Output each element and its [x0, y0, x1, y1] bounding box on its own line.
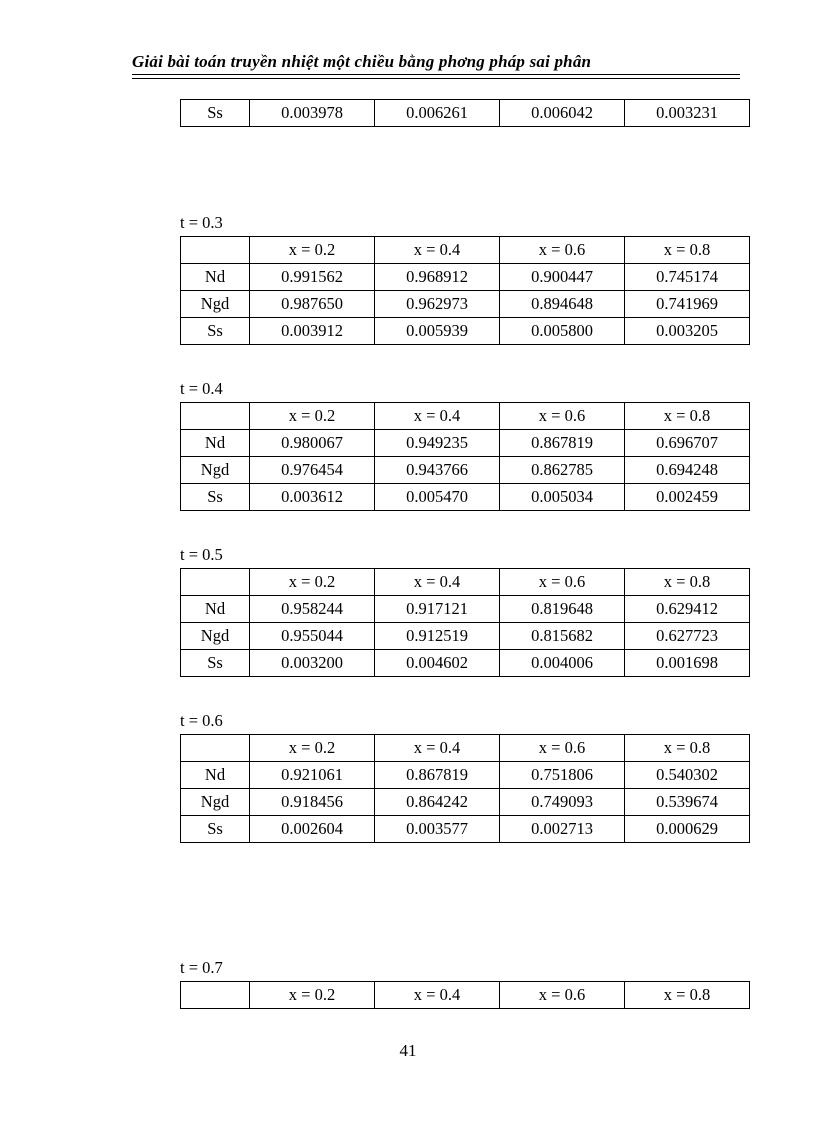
- header-cell: x = 0.8: [625, 982, 750, 1009]
- table-row: [181, 100, 750, 127]
- cell: 0.003978: [250, 100, 375, 127]
- row-label: Ss: [181, 318, 250, 345]
- table-row: [181, 484, 750, 511]
- row-label: Ss: [181, 100, 250, 127]
- header-cell: x = 0.6: [500, 403, 625, 430]
- table-caption-t03: t = 0.3: [180, 213, 223, 232]
- header-cell: x = 0.2: [250, 569, 375, 596]
- table-t05: [180, 568, 750, 677]
- table-continued-top: [180, 99, 750, 127]
- cell: 0.002713: [500, 816, 625, 843]
- header-cell: x = 0.8: [625, 569, 750, 596]
- row-label: Nd: [181, 430, 250, 457]
- cell: 0.002459: [625, 484, 750, 511]
- table-row: [181, 430, 750, 457]
- cell: 0.696707: [625, 430, 750, 457]
- cell: 0.002604: [250, 816, 375, 843]
- cell: 0.540302: [625, 762, 750, 789]
- header-cell: x = 0.2: [250, 403, 375, 430]
- table-header-row: [181, 403, 750, 430]
- page-number: 41: [399, 1041, 417, 1060]
- row-label: Ss: [181, 816, 250, 843]
- running-header: Giải bài toán truyền nhiệt một chiều bằng phơng pháp sai phân: [132, 52, 592, 71]
- cell: 0.003612: [250, 484, 375, 511]
- cell: 0.921061: [250, 762, 375, 789]
- header-cell: x = 0.4: [375, 569, 500, 596]
- cell: 0.005470: [375, 484, 500, 511]
- cell: 0.900447: [500, 264, 625, 291]
- table-row: [181, 264, 750, 291]
- table-row: [181, 596, 750, 623]
- header-cell: x = 0.2: [250, 982, 375, 1009]
- cell: 0.955044: [250, 623, 375, 650]
- table-row: [181, 762, 750, 789]
- cell: 0.862785: [500, 457, 625, 484]
- cell: 0.867819: [375, 762, 500, 789]
- cell: 0.745174: [625, 264, 750, 291]
- row-label: Ngd: [181, 623, 250, 650]
- header-cell: x = 0.4: [375, 237, 500, 264]
- cell: 0.006261: [375, 100, 500, 127]
- table-row: [181, 816, 750, 843]
- cell: 0.962973: [375, 291, 500, 318]
- table-header-row: [181, 569, 750, 596]
- cell: 0.001698: [625, 650, 750, 677]
- table-t07: [180, 981, 750, 1009]
- table-header-row: [181, 237, 750, 264]
- table-row: [181, 291, 750, 318]
- cell: 0.749093: [500, 789, 625, 816]
- row-label: Nd: [181, 264, 250, 291]
- table-row: [181, 650, 750, 677]
- cell: 0.917121: [375, 596, 500, 623]
- cell: 0.000629: [625, 816, 750, 843]
- cell: 0.894648: [500, 291, 625, 318]
- cell: 0.943766: [375, 457, 500, 484]
- table-t06: [180, 734, 750, 843]
- row-label: Nd: [181, 596, 250, 623]
- header-cell: [181, 237, 250, 264]
- header-rule-thick: [132, 74, 740, 75]
- header-cell: [181, 403, 250, 430]
- header-cell: x = 0.8: [625, 237, 750, 264]
- cell: 0.004602: [375, 650, 500, 677]
- table-caption-t04: t = 0.4: [180, 379, 223, 398]
- header-cell: x = 0.6: [500, 982, 625, 1009]
- cell: 0.629412: [625, 596, 750, 623]
- cell: 0.694248: [625, 457, 750, 484]
- cell: 0.003205: [625, 318, 750, 345]
- table-t04: [180, 402, 750, 511]
- cell: 0.867819: [500, 430, 625, 457]
- cell: 0.918456: [250, 789, 375, 816]
- cell: 0.006042: [500, 100, 625, 127]
- cell: 0.005939: [375, 318, 500, 345]
- table-row: [181, 623, 750, 650]
- row-label: Ngd: [181, 291, 250, 318]
- cell: 0.864242: [375, 789, 500, 816]
- cell: 0.003912: [250, 318, 375, 345]
- cell: 0.968912: [375, 264, 500, 291]
- row-label: Ss: [181, 650, 250, 677]
- header-cell: x = 0.4: [375, 982, 500, 1009]
- cell: 0.003577: [375, 816, 500, 843]
- header-cell: x = 0.8: [625, 735, 750, 762]
- header-rule-thin: [132, 78, 740, 79]
- header-cell: [181, 735, 250, 762]
- cell: 0.976454: [250, 457, 375, 484]
- cell: 0.958244: [250, 596, 375, 623]
- cell: 0.751806: [500, 762, 625, 789]
- cell: 0.005800: [500, 318, 625, 345]
- table-header-row: [181, 735, 750, 762]
- cell: 0.005034: [500, 484, 625, 511]
- table-caption-t05: t = 0.5: [180, 545, 223, 564]
- header-cell: x = 0.6: [500, 735, 625, 762]
- cell: 0.912519: [375, 623, 500, 650]
- cell: 0.819648: [500, 596, 625, 623]
- row-label: Ss: [181, 484, 250, 511]
- header-cell: x = 0.4: [375, 403, 500, 430]
- row-label: Ngd: [181, 789, 250, 816]
- header-cell: [181, 982, 250, 1009]
- cell: 0.539674: [625, 789, 750, 816]
- table-row: [181, 318, 750, 345]
- header-cell: x = 0.4: [375, 735, 500, 762]
- table-row: [181, 457, 750, 484]
- cell: 0.003200: [250, 650, 375, 677]
- header-cell: x = 0.8: [625, 403, 750, 430]
- cell: 0.003231: [625, 100, 750, 127]
- table-row: [181, 789, 750, 816]
- cell: 0.627723: [625, 623, 750, 650]
- header-cell: x = 0.6: [500, 569, 625, 596]
- table-header-row: [181, 982, 750, 1009]
- header-cell: x = 0.6: [500, 237, 625, 264]
- cell: 0.980067: [250, 430, 375, 457]
- header-cell: x = 0.2: [250, 237, 375, 264]
- header-cell: [181, 569, 250, 596]
- cell: 0.991562: [250, 264, 375, 291]
- table-caption-t06: t = 0.6: [180, 711, 223, 730]
- cell: 0.741969: [625, 291, 750, 318]
- cell: 0.949235: [375, 430, 500, 457]
- row-label: Nd: [181, 762, 250, 789]
- cell: 0.987650: [250, 291, 375, 318]
- table-t03: [180, 236, 750, 345]
- cell: 0.004006: [500, 650, 625, 677]
- cell: 0.815682: [500, 623, 625, 650]
- table-caption-t07: t = 0.7: [180, 958, 223, 977]
- row-label: Ngd: [181, 457, 250, 484]
- header-cell: x = 0.2: [250, 735, 375, 762]
